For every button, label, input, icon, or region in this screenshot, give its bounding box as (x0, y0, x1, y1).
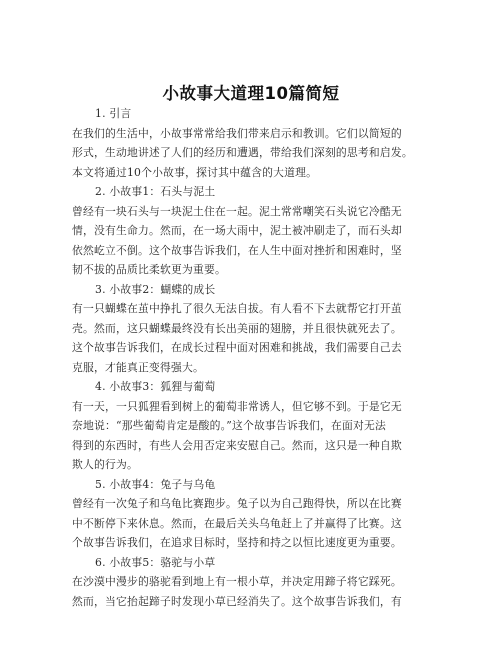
paragraph-line: 在沙漠中漫步的骆驼看到地上有一根小草，并决定用蹄子将它踩死。 (72, 575, 402, 588)
section-heading: 4. 小故事3：狐狸与葡萄 (95, 380, 216, 393)
paragraph-line: 个故事告诉我们，在追求目标时，坚持和持之以恒比速度更为重要。 (72, 536, 402, 549)
paragraph-line: 本文将通过10个小故事，探讨其中蕴含的大道理。 (72, 165, 318, 179)
paragraph-line: 得到的东西时，有些人会用否定来安慰自己。然而，这只是一种自欺 (72, 438, 402, 452)
paragraph-line: 形式，生动地讲述了人们的经历和遭遇，带给我们深刻的思考和启发。 (72, 146, 413, 159)
paragraph-line: 欺人的行为。 (72, 458, 138, 471)
paragraph-line: 然而，当它抬起蹄子时发现小草已经消失了。这个故事告诉我们，有 (72, 594, 402, 608)
paragraph-line: 在我们的生活中，小故事常常给我们带来启示和教训。它们以简短的 (72, 126, 402, 140)
paragraph-line: 中不断停下来休息。然而，在最后关头乌龟赶上了并赢得了比赛。这 (72, 516, 402, 530)
section-heading: 5. 小故事4：兔子与乌龟 (95, 477, 216, 491)
paragraph-line: 韧不拔的品质比柔软更为重要。 (72, 263, 226, 276)
section-heading: 3. 小故事2：蝴蝶的成长 (95, 282, 216, 296)
paragraph-line: 曾经有一块石头与一块泥土住在一起。泥土常常嘲笑石头说它冷酷无 (72, 204, 402, 218)
paragraph-line: 这个故事告诉我们，在成长过程中面对困难和挑战，我们需要自己去 (72, 341, 402, 354)
paragraph-line: 克服，才能真正变得强大。 (72, 360, 204, 374)
section-heading: 6. 小故事5：骆驼与小草 (95, 555, 216, 569)
paragraph-line: 有一只蝴蝶在茧中挣扎了很久无法自拔。有人看不下去就帮它打开茧 (72, 302, 402, 315)
paragraph-line: 壳。然而，这只蝴蝶最终没有长出美丽的翅膀，并且很快就死去了。 (72, 321, 402, 335)
paragraph-line: 奈地说：“那些葡萄肯定是酸的。”这个故事告诉我们，在面对无法 (72, 419, 386, 432)
paragraph-line: 情，没有生命力。然而，在一场大雨中，泥土被冲刷走了，而石头却 (72, 224, 402, 237)
paragraph-line: 有一天，一只狐狸看到树上的葡萄非常诱人，但它够不到。于是它无 (72, 399, 402, 413)
paragraph-line: 曾经有一次兔子和乌龟比赛跑步。兔子以为自己跑得快，所以在比赛 (72, 497, 402, 510)
paragraph-line: 依然屹立不倒。这个故事告诉我们，在人生中面对挫折和困难时，坚 (72, 243, 402, 257)
section-heading: 2. 小故事1：石头与泥土 (95, 185, 216, 198)
document-title: 小故事大道理10篇简短 (162, 84, 340, 103)
section-heading: 1. 引言 (95, 107, 132, 120)
